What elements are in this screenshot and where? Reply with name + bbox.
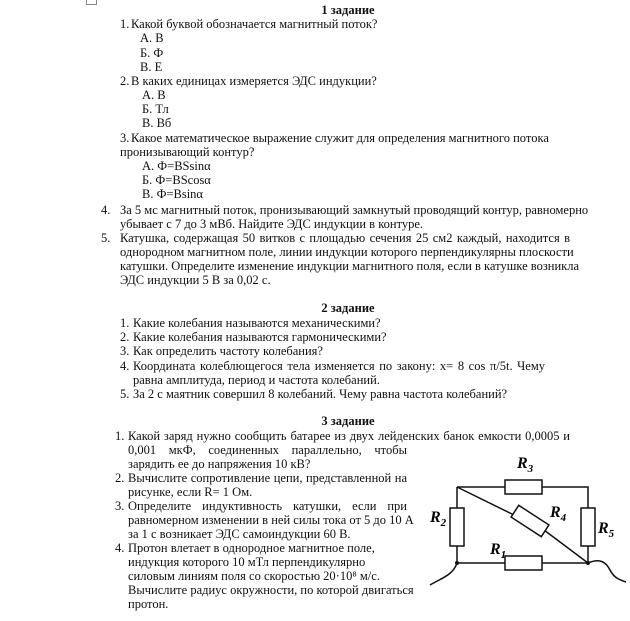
s3-item-text: протон. bbox=[128, 597, 169, 611]
label-r2: $R_2$ bbox=[430, 509, 447, 529]
q3-option-c: В. Ф=Bsinα bbox=[142, 187, 203, 201]
s3-item-text: 0,001 мкФ, соединенных параллельно, чтобы bbox=[128, 443, 407, 457]
s3-item-number: 3. bbox=[115, 499, 125, 513]
q4-number: 4. bbox=[101, 203, 111, 217]
q1-number: 1. bbox=[120, 17, 130, 31]
label-r3: $R_3$ bbox=[517, 455, 534, 475]
s2-item-text: Как определить частоту колебания? bbox=[133, 344, 323, 358]
lead-right bbox=[588, 561, 626, 582]
q4-text-line: убывает с 7 до 3 мВб. Найдите ЭДС индукции в контуре. bbox=[120, 217, 424, 231]
q3-number: 3. bbox=[120, 131, 130, 145]
node-left bbox=[455, 561, 459, 565]
s2-item-text: Какие колебания называются механическими? bbox=[133, 316, 381, 330]
q2-option-a: А. В bbox=[142, 88, 166, 102]
resistor-r3 bbox=[505, 480, 542, 494]
resistor-r4 bbox=[511, 505, 549, 536]
s2-item-text: За 2 с маятник совершил 8 колебаний. Чему равна частота колебаний? bbox=[133, 387, 508, 401]
s3-item-text: равномерном изменении в ней силы тока от 5 до 10 А bbox=[128, 513, 414, 527]
s2-item-number: 4. bbox=[120, 359, 130, 373]
s3-item-number: 4. bbox=[115, 541, 125, 555]
q3-text-line: пронизывающий контур? bbox=[120, 145, 255, 159]
s3-item-text: Протон влетает в однородное магнитное поле, bbox=[128, 541, 375, 555]
label-r4: $R_4$ bbox=[550, 504, 567, 524]
s2-item-text: равна амплитуда, период и частота колебаний. bbox=[133, 373, 380, 387]
q5-text-line: Катушка, содержащая 50 витков с площадью сечения 25 см2 каждый, находится в bbox=[120, 231, 570, 245]
resistor-r2 bbox=[450, 508, 464, 546]
s3-item-text: Вычислите сопротивление цепи, представленной на bbox=[128, 471, 407, 485]
q1-text: Какой буквой обозначается магнитный поток? bbox=[131, 17, 378, 31]
s3-item-text: Определите индуктивность катушки, если при bbox=[128, 499, 407, 513]
q5-text-line: однородном магнитном поле, линии индукции которого перпендикулярны плоскости bbox=[120, 245, 574, 259]
label-r5: $R_5$ bbox=[598, 520, 615, 540]
s3-item-number: 1. bbox=[115, 429, 125, 443]
q4-text-line: За 5 мс магнитный поток, пронизывающий замкнутый проводящий контур, равномерно bbox=[120, 203, 589, 217]
q3-text-line: Какое математическое выражение служит для определения магнитного потока bbox=[131, 131, 549, 145]
s2-item-number: 3. bbox=[120, 344, 130, 358]
q5-text-line: катушки. Определите изменение индукции магнитного поля, если в катушке возникла bbox=[120, 259, 579, 273]
q2-text: В каких единицах измеряется ЭДС индукции? bbox=[131, 74, 377, 88]
q5-text-line: ЭДС индукции 5 В за 0,02 с. bbox=[120, 273, 271, 287]
resistor-r5 bbox=[581, 508, 595, 546]
q1-option-a: А. В bbox=[140, 31, 164, 45]
section1-title: 1 задание bbox=[321, 3, 375, 17]
s3-item-text: Какой заряд нужно сообщить батарее из двух лейденских банок емкости 0,0005 и bbox=[128, 429, 570, 443]
s2-item-number: 1. bbox=[120, 316, 130, 330]
section3-title: 3 задание bbox=[321, 414, 375, 428]
q5-number: 5. bbox=[101, 231, 111, 245]
resistor-r1 bbox=[505, 556, 542, 570]
q3-option-b: Б. Ф=BScosα bbox=[142, 173, 211, 187]
section2-title: 2 задание bbox=[321, 301, 375, 315]
s3-item-text: Вычислите радиус окружности, по которой двигаться bbox=[128, 583, 414, 597]
q1-option-c: В. Е bbox=[140, 60, 163, 74]
s2-item-text: Координата колеблющегося тела изменяется по законy: x= 8 cos π/5t. Чему bbox=[133, 359, 545, 373]
node-right bbox=[586, 561, 590, 565]
s3-item-text: зарядить ее до напряжения 10 кВ? bbox=[128, 457, 311, 471]
circuit-diagram bbox=[420, 450, 630, 621]
s3-item-text: за 1 с возникает ЭДС самоиндукции 60 В. bbox=[128, 527, 351, 541]
q2-option-c: В. Вб bbox=[142, 116, 172, 130]
lead-left bbox=[430, 563, 457, 585]
s3-item-text: рисунке, если R= 1 Ом. bbox=[128, 485, 253, 499]
q2-option-b: Б. Тл bbox=[142, 102, 169, 116]
q2-number: 2. bbox=[120, 74, 130, 88]
s3-item-text: силовым линиям поля со скоростью 20·10⁸ м/с. bbox=[128, 569, 380, 583]
q3-option-a: А. Ф=BSsinα bbox=[142, 159, 211, 173]
paragraph-marker bbox=[86, 0, 97, 5]
s2-item-number: 5. bbox=[120, 387, 130, 401]
s2-item-number: 2. bbox=[120, 330, 130, 344]
s3-item-text: индукция которого 10 мТл перпендикулярно bbox=[128, 555, 366, 569]
label-r1: $R_1$ bbox=[490, 541, 507, 561]
q1-option-b: Б. Ф bbox=[140, 46, 164, 60]
s3-item-number: 2. bbox=[115, 471, 125, 485]
s2-item-text: Какие колебания называются гармоническими? bbox=[133, 330, 387, 344]
